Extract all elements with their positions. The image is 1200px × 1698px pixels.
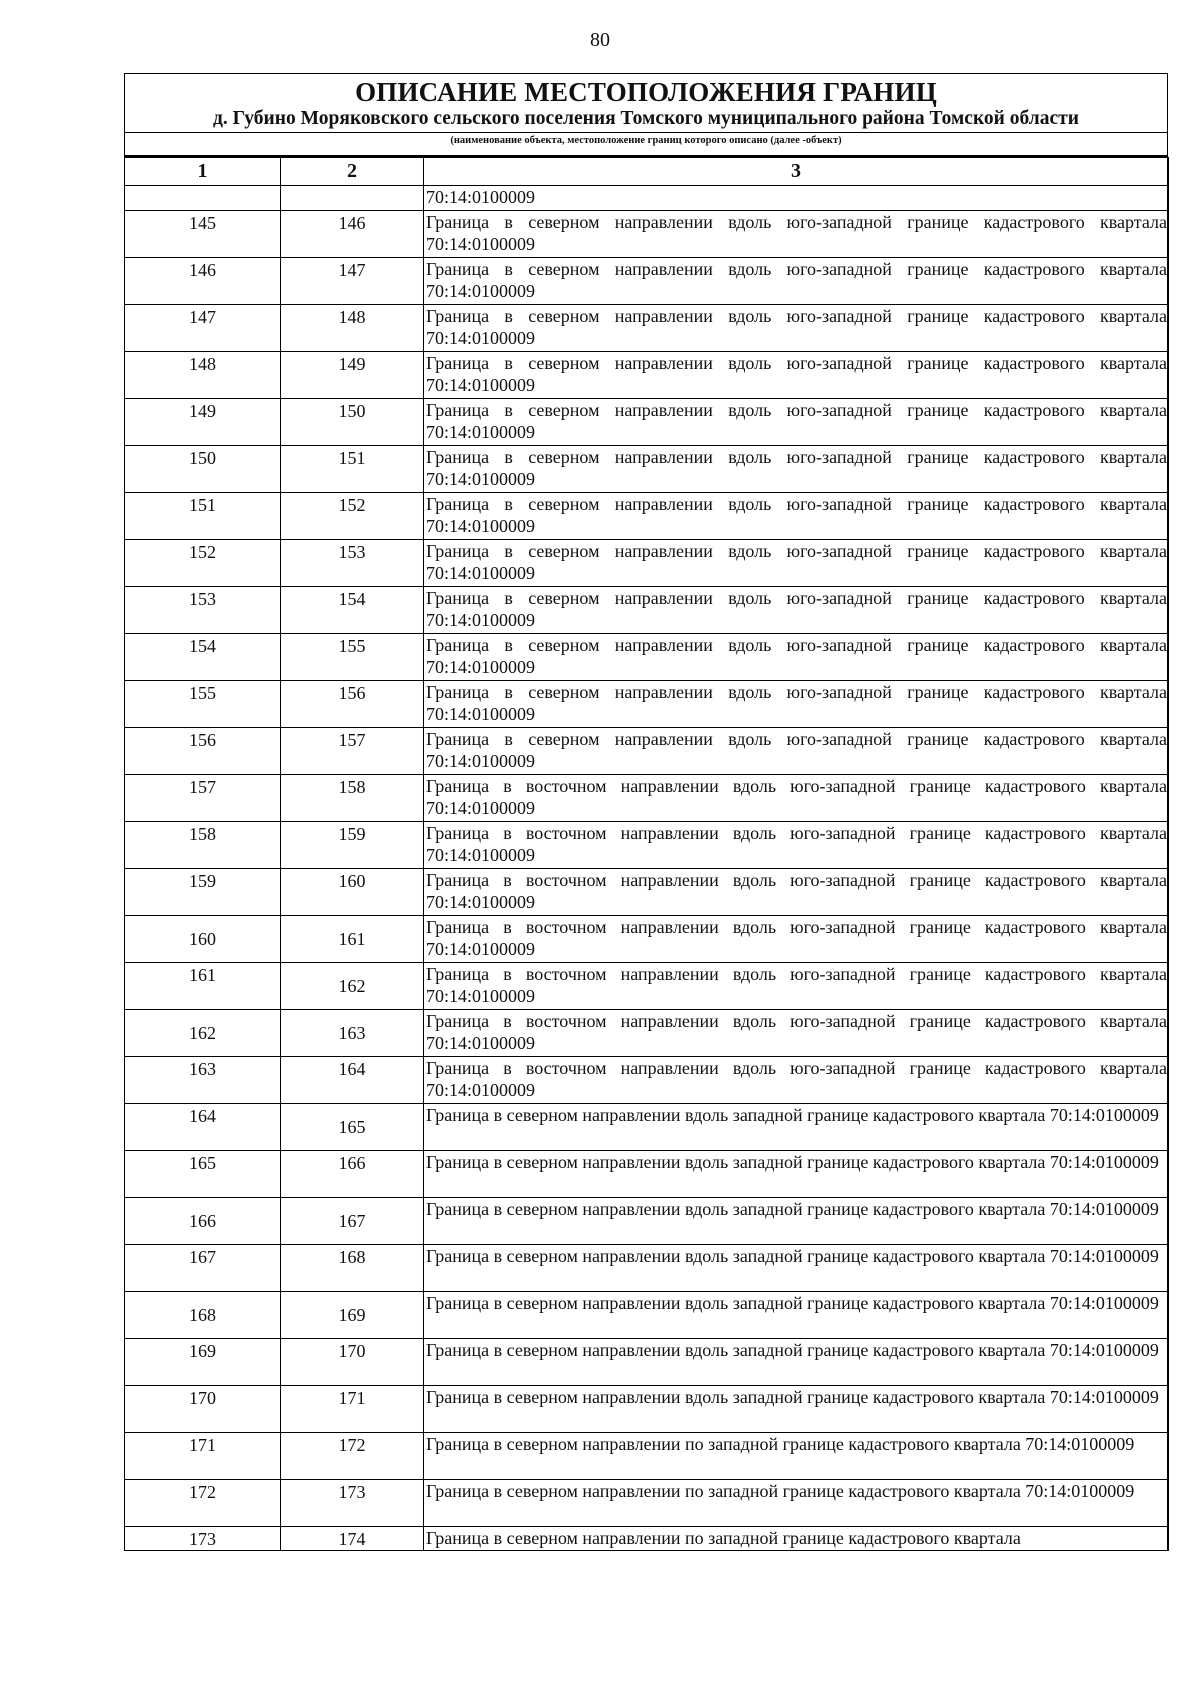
table-row: [125, 1198, 1169, 1245]
cell-from-point: 154: [125, 634, 281, 681]
cell-from-point: 165: [125, 1151, 281, 1198]
table-row: [125, 1339, 1169, 1386]
document-note: (наименование объекта, местоположение границ которого описано (далее -объект): [125, 133, 1167, 157]
cell-to-point: 155: [281, 634, 424, 681]
cell-to-point: 154: [281, 587, 424, 634]
cell-to-point: 171: [281, 1386, 424, 1433]
column-header-3: 3: [424, 158, 1169, 186]
cell-from-point: 159: [125, 869, 281, 916]
cell-to-point: 157: [281, 728, 424, 775]
table-row-last: [125, 1527, 1169, 1551]
cell-to-point: 151: [281, 446, 424, 493]
document-subtitle: д. Губино Моряковского сельского поселения Томского муниципального района Томской области: [125, 108, 1167, 133]
table-row: [125, 305, 1169, 352]
cell-from-point: 145: [125, 211, 281, 258]
table-row: [125, 493, 1169, 540]
cell-from-point: 146: [125, 258, 281, 305]
table-row: [125, 258, 1169, 305]
cell-from-point: 168: [125, 1292, 281, 1339]
table-row: [125, 1386, 1169, 1433]
cell-description: Граница в северном направлении вдоль юго-западной границе кадастрового квартала 70:14:0100009: [424, 587, 1169, 634]
table-row: [125, 1057, 1169, 1104]
cell-description: Граница в северном направлении вдоль юго-западной границе кадастрового квартала 70:14:0100009: [424, 399, 1169, 446]
cell-description: Граница в восточном направлении вдоль юго-западной границе кадастрового квартала 70:14:0100009: [424, 916, 1169, 963]
cell-to-point: 170: [281, 1339, 424, 1386]
cell-description: Граница в северном направлении вдоль западной границе кадастрового квартала 70:14:0100009: [424, 1245, 1169, 1292]
cell-description: Граница в восточном направлении вдоль юго-западной границе кадастрового квартала 70:14:0100009: [424, 869, 1169, 916]
cell-description: Граница в восточном направлении вдоль юго-западной границе кадастрового квартала 70:14:0100009: [424, 1010, 1169, 1057]
cell-from-point: [125, 186, 281, 211]
document-title: ОПИСАНИЕ МЕСТОПОЛОЖЕНИЯ ГРАНИЦ: [355, 77, 937, 107]
cell-to-point: 173: [281, 1480, 424, 1527]
boundary-description-document: [124, 73, 1168, 1551]
cell-to-point: 152: [281, 493, 424, 540]
table-row: [125, 1292, 1169, 1339]
cell-description: Граница в северном направлении вдоль западной границе кадастрового квартала 70:14:0100009: [424, 1151, 1169, 1198]
cell-to-point: 162: [281, 963, 424, 1010]
cell-from-point: 153: [125, 587, 281, 634]
cell-description: Граница в восточном направлении вдоль юго-западной границе кадастрового квартала 70:14:0100009: [424, 963, 1169, 1010]
table-row: [125, 916, 1169, 963]
table-row: [125, 681, 1169, 728]
cell-to-point: 167: [281, 1198, 424, 1245]
cell-from-point: 170: [125, 1386, 281, 1433]
cell-from-point: 166: [125, 1198, 281, 1245]
column-header-1: 1: [125, 158, 281, 186]
cell-to-point: 156: [281, 681, 424, 728]
cell-description: Граница в северном направлении вдоль западной границе кадастрового квартала 70:14:0100009: [424, 1386, 1169, 1433]
cell-to-point: 159: [281, 822, 424, 869]
table-row: [125, 1433, 1169, 1480]
table-row: [125, 1245, 1169, 1292]
boundary-table: [124, 157, 1169, 1551]
cell-description: Граница в северном направлении вдоль юго-западной границе кадастрового квартала 70:14:0100009: [424, 728, 1169, 775]
cell-to-point: 166: [281, 1151, 424, 1198]
cell-description: Граница в северном направлении по западной границе кадастрового квартала: [424, 1527, 1169, 1551]
table-row: [125, 399, 1169, 446]
cell-description: Граница в северном направлении по западной границе кадастрового квартала 70:14:0100009: [424, 1433, 1169, 1480]
column-header-2: 2: [281, 158, 424, 186]
cell-to-point: 160: [281, 869, 424, 916]
cell-to-point: 147: [281, 258, 424, 305]
cell-to-point: 169: [281, 1292, 424, 1339]
cell-description: Граница в восточном направлении вдоль юго-западной границе кадастрового квартала 70:14:0100009: [424, 1057, 1169, 1104]
cell-description: Граница в северном направлении вдоль юго-западной границе кадастрового квартала 70:14:0100009: [424, 634, 1169, 681]
table-row: [125, 540, 1169, 587]
cell-description: Граница в восточном направлении вдоль юго-западной границе кадастрового квартала 70:14:0100009: [424, 775, 1169, 822]
cell-to-point: 150: [281, 399, 424, 446]
cell-from-point: 164: [125, 1104, 281, 1151]
cell-description: Граница в северном направлении вдоль юго-западной границе кадастрового квартала 70:14:0100009: [424, 493, 1169, 540]
cell-from-point: 151: [125, 493, 281, 540]
cell-description: Граница в северном направлении вдоль юго-западной границе кадастрового квартала 70:14:0100009: [424, 540, 1169, 587]
cell-from-point: 158: [125, 822, 281, 869]
cell-from-point: 160: [125, 916, 281, 963]
cell-description: Граница в северном направлении вдоль западной границе кадастрового квартала 70:14:0100009: [424, 1104, 1169, 1151]
table-row: [125, 1104, 1169, 1151]
page-number: 80: [590, 29, 610, 51]
cell-to-point: 149: [281, 352, 424, 399]
cell-from-point: 149: [125, 399, 281, 446]
cell-from-point: 163: [125, 1057, 281, 1104]
cell-from-point: 152: [125, 540, 281, 587]
cell-description: Граница в северном направлении вдоль юго-западной границе кадастрового квартала 70:14:0100009: [424, 211, 1169, 258]
cell-to-point: 165: [281, 1104, 424, 1151]
cell-to-point: 153: [281, 540, 424, 587]
cell-from-point: 147: [125, 305, 281, 352]
cell-to-point: 146: [281, 211, 424, 258]
table-row: [125, 587, 1169, 634]
table-row: [125, 822, 1169, 869]
cell-from-point: 155: [125, 681, 281, 728]
table-row-continuation: [125, 186, 1169, 211]
cell-description: Граница в северном направлении вдоль юго-западной границе кадастрового квартала 70:14:0100009: [424, 258, 1169, 305]
cell-to-point: 172: [281, 1433, 424, 1480]
column-header-row: [125, 158, 1169, 186]
cell-description: Граница в северном направлении вдоль юго-западной границе кадастрового квартала 70:14:0100009: [424, 305, 1169, 352]
cell-description: Граница в северном направлении по западной границе кадастрового квартала 70:14:0100009: [424, 1480, 1169, 1527]
cell-description: 70:14:0100009: [424, 186, 1169, 211]
table-row: [125, 211, 1169, 258]
cell-to-point: [281, 186, 424, 211]
cell-to-point: 163: [281, 1010, 424, 1057]
table-row: [125, 352, 1169, 399]
cell-from-point: 148: [125, 352, 281, 399]
cell-description: Граница в северном направлении вдоль западной границе кадастрового квартала 70:14:0100009: [424, 1292, 1169, 1339]
cell-from-point: 167: [125, 1245, 281, 1292]
cell-to-point: 164: [281, 1057, 424, 1104]
cell-to-point: 174: [281, 1527, 424, 1551]
cell-to-point: 161: [281, 916, 424, 963]
table-row: [125, 869, 1169, 916]
table-row: [125, 1010, 1169, 1057]
cell-from-point: 150: [125, 446, 281, 493]
cell-from-point: 161: [125, 963, 281, 1010]
cell-to-point: 168: [281, 1245, 424, 1292]
table-row: [125, 963, 1169, 1010]
cell-description: Граница в восточном направлении вдоль юго-западной границе кадастрового квартала 70:14:0100009: [424, 822, 1169, 869]
cell-description: Граница в северном направлении вдоль западной границе кадастрового квартала 70:14:0100009: [424, 1339, 1169, 1386]
cell-from-point: 172: [125, 1480, 281, 1527]
table-row: [125, 446, 1169, 493]
cell-description: Граница в северном направлении вдоль юго-западной границе кадастрового квартала 70:14:0100009: [424, 352, 1169, 399]
cell-from-point: 169: [125, 1339, 281, 1386]
cell-from-point: 157: [125, 775, 281, 822]
cell-description: Граница в северном направлении вдоль юго-западной границе кадастрового квартала 70:14:0100009: [424, 681, 1169, 728]
cell-to-point: 148: [281, 305, 424, 352]
cell-from-point: 156: [125, 728, 281, 775]
cell-description: Граница в северном направлении вдоль западной границе кадастрового квартала 70:14:0100009: [424, 1198, 1169, 1245]
cell-to-point: 158: [281, 775, 424, 822]
table-row: [125, 728, 1169, 775]
table-row: [125, 1151, 1169, 1198]
table-row: [125, 775, 1169, 822]
table-row: [125, 634, 1169, 681]
cell-from-point: 162: [125, 1010, 281, 1057]
cell-from-point: 173: [125, 1527, 281, 1551]
cell-description: Граница в северном направлении вдоль юго-западной границе кадастрового квартала 70:14:0100009: [424, 446, 1169, 493]
table-row: [125, 1480, 1169, 1527]
cell-from-point: 171: [125, 1433, 281, 1480]
